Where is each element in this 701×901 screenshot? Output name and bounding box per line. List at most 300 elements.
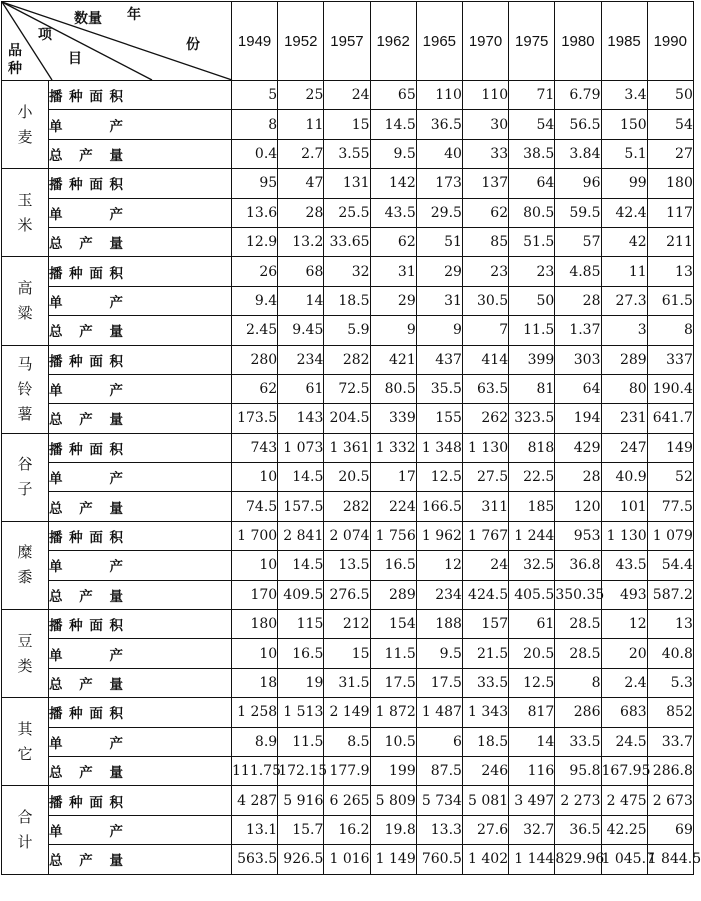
value-cell: 1.37: [555, 316, 601, 345]
year-header: 1962: [370, 2, 416, 81]
value-cell: 42.25: [601, 815, 647, 844]
value-cell: 27.6: [462, 815, 508, 844]
value-cell: 414: [462, 345, 508, 374]
value-cell: 11.5: [509, 316, 555, 345]
value-cell: 59.5: [555, 198, 601, 227]
item-label-cell: [49, 404, 232, 433]
table-row: [2, 727, 694, 756]
value-cell: 7: [462, 316, 508, 345]
value-cell: 1 130: [601, 521, 647, 550]
value-cell: 234: [416, 580, 462, 609]
value-cell: 111.75: [232, 756, 278, 785]
item-label-cell: [49, 521, 232, 550]
crop-name-char: 它: [17, 744, 33, 763]
value-cell: 65: [370, 81, 416, 110]
value-cell: 20.5: [324, 463, 370, 492]
item-label-cell: [49, 551, 232, 580]
value-cell: 5 916: [278, 786, 324, 815]
value-cell: 28: [555, 286, 601, 315]
value-cell: 5.1: [601, 139, 647, 168]
value-cell: 1 343: [462, 698, 508, 727]
value-cell: 33.65: [324, 227, 370, 256]
value-cell: 32.5: [509, 551, 555, 580]
value-cell: 23: [509, 257, 555, 286]
header-label-mu: 目: [68, 51, 82, 67]
value-cell: 337: [647, 345, 693, 374]
value-cell: 85: [462, 227, 508, 256]
value-cell: 3.4: [601, 81, 647, 110]
value-cell: 36.5: [416, 110, 462, 139]
value-cell: 212: [324, 610, 370, 639]
value-cell: 51.5: [509, 227, 555, 256]
value-cell: 1 130: [462, 433, 508, 462]
table-row: [2, 169, 694, 198]
table-row: [2, 815, 694, 844]
value-cell: 311: [462, 492, 508, 521]
value-cell: 33: [462, 139, 508, 168]
crop-name-char: 铃: [17, 379, 33, 398]
value-cell: 64: [555, 374, 601, 403]
value-cell: 17: [370, 463, 416, 492]
value-cell: 173: [416, 169, 462, 198]
value-cell: 1 079: [647, 521, 693, 550]
value-cell: 1 756: [370, 521, 416, 550]
value-cell: 1 045.7: [601, 845, 647, 874]
value-cell: 350.35: [555, 580, 601, 609]
value-cell: 80: [601, 374, 647, 403]
value-cell: 282: [324, 345, 370, 374]
value-cell: 247: [601, 433, 647, 462]
value-cell: 19: [278, 668, 324, 697]
value-cell: 13.1: [232, 815, 278, 844]
value-cell: 50: [509, 286, 555, 315]
item-label: 播种面积: [49, 177, 123, 194]
value-cell: 42: [601, 227, 647, 256]
crop-name-cell: [2, 521, 49, 609]
value-cell: 14: [509, 727, 555, 756]
crop-name-char: 类: [17, 656, 33, 675]
value-cell: 155: [416, 404, 462, 433]
value-cell: 5: [232, 81, 278, 110]
item-label: 单 产: [49, 559, 123, 576]
value-cell: 51: [416, 227, 462, 256]
value-cell: 280: [232, 345, 278, 374]
crop-name-char: 豆: [17, 631, 33, 650]
value-cell: 1 016: [324, 845, 370, 874]
value-cell: 28: [555, 463, 601, 492]
item-label: 单 产: [49, 471, 123, 488]
value-cell: 32: [324, 257, 370, 286]
item-label: 单 产: [49, 206, 123, 223]
value-cell: 21.5: [462, 639, 508, 668]
value-cell: 8: [555, 668, 601, 697]
value-cell: 63.5: [462, 374, 508, 403]
value-cell: 15: [324, 110, 370, 139]
item-label-cell: [49, 845, 232, 874]
value-cell: 2 673: [647, 786, 693, 815]
value-cell: 760.5: [416, 845, 462, 874]
value-cell: 12.9: [232, 227, 278, 256]
value-cell: 61: [509, 610, 555, 639]
item-label-cell: [49, 610, 232, 639]
value-cell: 211: [647, 227, 693, 256]
item-label-cell: [49, 433, 232, 462]
value-cell: 231: [601, 404, 647, 433]
value-cell: 18.5: [462, 727, 508, 756]
year-header: 1990: [647, 2, 693, 81]
value-cell: 5 809: [370, 786, 416, 815]
value-cell: 56.5: [555, 110, 601, 139]
item-label-cell: [49, 257, 232, 286]
value-cell: 69: [647, 815, 693, 844]
header-label-nian: 年: [127, 7, 141, 23]
value-cell: 19.8: [370, 815, 416, 844]
value-cell: 26: [232, 257, 278, 286]
value-cell: 926.5: [278, 845, 324, 874]
item-label-cell: [49, 198, 232, 227]
item-label-cell: [49, 139, 232, 168]
value-cell: 15.7: [278, 815, 324, 844]
value-cell: 99: [601, 169, 647, 198]
value-cell: 13.6: [232, 198, 278, 227]
value-cell: 199: [370, 756, 416, 785]
year-header: 1980: [555, 2, 601, 81]
crop-name-char: 粱: [17, 303, 33, 322]
value-cell: 40.8: [647, 639, 693, 668]
value-cell: 9.5: [370, 139, 416, 168]
value-cell: 194: [555, 404, 601, 433]
table-row: [2, 845, 694, 874]
value-cell: 172.15: [278, 756, 324, 785]
year-header: 1975: [509, 2, 555, 81]
value-cell: 27.5: [462, 463, 508, 492]
value-cell: 61.5: [647, 286, 693, 315]
table-row: [2, 139, 694, 168]
item-label: 总产量: [49, 677, 123, 693]
value-cell: 10.5: [370, 727, 416, 756]
item-label-cell: [49, 374, 232, 403]
value-cell: 286: [555, 698, 601, 727]
table-row: [2, 580, 694, 609]
value-cell: 177.9: [324, 756, 370, 785]
value-cell: 13: [647, 610, 693, 639]
crop-name-cell: [2, 698, 49, 786]
value-cell: 188: [416, 610, 462, 639]
value-cell: 81: [509, 374, 555, 403]
value-cell: 9.45: [278, 316, 324, 345]
value-cell: 38.5: [509, 139, 555, 168]
value-cell: 40.9: [601, 463, 647, 492]
value-cell: 64: [509, 169, 555, 198]
value-cell: 18: [232, 668, 278, 697]
value-cell: 3.84: [555, 139, 601, 168]
item-label: 总产量: [49, 500, 123, 517]
item-label: 单 产: [49, 118, 123, 135]
value-cell: 262: [462, 404, 508, 433]
value-cell: 143: [278, 404, 324, 433]
value-cell: 224: [370, 492, 416, 521]
value-cell: 8: [232, 110, 278, 139]
crop-name-char: 子: [17, 480, 33, 499]
value-cell: 5.3: [647, 668, 693, 697]
value-cell: 54: [509, 110, 555, 139]
value-cell: 818: [509, 433, 555, 462]
header-label-fen: 份: [186, 37, 200, 53]
value-cell: 13.5: [324, 551, 370, 580]
value-cell: 36.8: [555, 551, 601, 580]
value-cell: 13.2: [278, 227, 324, 256]
value-cell: 4 287: [232, 786, 278, 815]
value-cell: 204.5: [324, 404, 370, 433]
value-cell: 131: [324, 169, 370, 198]
value-cell: 43.5: [601, 551, 647, 580]
value-cell: 115: [278, 610, 324, 639]
value-cell: 246: [462, 756, 508, 785]
table-row: [2, 81, 694, 110]
value-cell: 154: [370, 610, 416, 639]
value-cell: 17.5: [370, 668, 416, 697]
value-cell: 166.5: [416, 492, 462, 521]
item-label-cell: [49, 815, 232, 844]
value-cell: 180: [232, 610, 278, 639]
value-cell: 6.79: [555, 81, 601, 110]
table-row: [2, 404, 694, 433]
item-label-cell: [49, 345, 232, 374]
value-cell: 54.4: [647, 551, 693, 580]
item-label-cell: [49, 580, 232, 609]
value-cell: 8.5: [324, 727, 370, 756]
value-cell: 1 872: [370, 698, 416, 727]
value-cell: 62: [370, 227, 416, 256]
table-row: [2, 521, 694, 550]
value-cell: 1 258: [232, 698, 278, 727]
header-row: [2, 2, 694, 81]
value-cell: 116: [509, 756, 555, 785]
value-cell: 77.5: [647, 492, 693, 521]
item-label-cell: [49, 756, 232, 785]
value-cell: 16.2: [324, 815, 370, 844]
value-cell: 234: [278, 345, 324, 374]
value-cell: 157: [462, 610, 508, 639]
item-label: 播种面积: [49, 441, 123, 458]
value-cell: 2.7: [278, 139, 324, 168]
value-cell: 9: [416, 316, 462, 345]
item-label-cell: [49, 786, 232, 815]
value-cell: 303: [555, 345, 601, 374]
value-cell: 437: [416, 345, 462, 374]
item-label: 总产量: [49, 853, 123, 870]
table-row: [2, 698, 694, 727]
table-row: [2, 286, 694, 315]
value-cell: 50: [647, 81, 693, 110]
item-label: 单 产: [49, 823, 123, 840]
value-cell: 13: [647, 257, 693, 286]
item-label: 单 产: [49, 647, 123, 664]
crop-name-char: 马: [17, 354, 33, 373]
value-cell: 4.85: [555, 257, 601, 286]
item-label: 播种面积: [49, 618, 123, 635]
value-cell: 2 149: [324, 698, 370, 727]
value-cell: 12: [601, 610, 647, 639]
value-cell: 173.5: [232, 404, 278, 433]
value-cell: 95: [232, 169, 278, 198]
value-cell: 62: [462, 198, 508, 227]
item-label: 总产量: [49, 324, 123, 341]
item-label: 播种面积: [49, 530, 123, 547]
value-cell: 16.5: [278, 639, 324, 668]
table-row: [2, 463, 694, 492]
table-row: [2, 198, 694, 227]
value-cell: 68: [278, 257, 324, 286]
table-row: [2, 110, 694, 139]
crop-name-char: 小: [17, 102, 33, 121]
crop-name-cell: [2, 433, 49, 521]
table-row: [2, 756, 694, 785]
value-cell: 25: [278, 81, 324, 110]
crop-name-cell: [2, 257, 49, 345]
value-cell: 80.5: [509, 198, 555, 227]
value-cell: 29: [370, 286, 416, 315]
value-cell: 5 734: [416, 786, 462, 815]
value-cell: 62: [232, 374, 278, 403]
value-cell: 641.7: [647, 404, 693, 433]
year-header: 1970: [462, 2, 508, 81]
value-cell: 25.5: [324, 198, 370, 227]
item-label-cell: [49, 698, 232, 727]
value-cell: 150: [601, 110, 647, 139]
item-label: 单 产: [49, 735, 123, 752]
value-cell: 30: [462, 110, 508, 139]
value-cell: 28: [278, 198, 324, 227]
value-cell: 1 332: [370, 433, 416, 462]
item-label-cell: [49, 463, 232, 492]
value-cell: 20.5: [509, 639, 555, 668]
page: [1, 1, 701, 899]
value-cell: 120: [555, 492, 601, 521]
value-cell: 3 497: [509, 786, 555, 815]
value-cell: 3: [601, 316, 647, 345]
year-header: 1949: [232, 2, 278, 81]
value-cell: 52: [647, 463, 693, 492]
value-cell: 2 074: [324, 521, 370, 550]
value-cell: 74.5: [232, 492, 278, 521]
value-cell: 429: [555, 433, 601, 462]
value-cell: 1 149: [370, 845, 416, 874]
value-cell: 170: [232, 580, 278, 609]
value-cell: 683: [601, 698, 647, 727]
value-cell: 12.5: [509, 668, 555, 697]
crop-name-char: 谷: [17, 455, 33, 474]
value-cell: 96: [555, 169, 601, 198]
value-cell: 31: [416, 286, 462, 315]
item-label: 播种面积: [49, 265, 123, 282]
value-cell: 2 475: [601, 786, 647, 815]
header-label-pin: 品: [8, 43, 22, 59]
value-cell: 180: [647, 169, 693, 198]
value-cell: 29.5: [416, 198, 462, 227]
value-cell: 2 841: [278, 521, 324, 550]
value-cell: 12: [416, 551, 462, 580]
year-header: 1985: [601, 2, 647, 81]
value-cell: 493: [601, 580, 647, 609]
header-label-xiang: 项: [38, 27, 52, 43]
value-cell: 23: [462, 257, 508, 286]
year-header: 1957: [324, 2, 370, 81]
value-cell: 17.5: [416, 668, 462, 697]
value-cell: 11.5: [278, 727, 324, 756]
table-row: [2, 227, 694, 256]
item-label-cell: [49, 81, 232, 110]
value-cell: 405.5: [509, 580, 555, 609]
item-label: 总产量: [49, 236, 123, 253]
value-cell: 27.3: [601, 286, 647, 315]
value-cell: 323.5: [509, 404, 555, 433]
value-cell: 110: [462, 81, 508, 110]
value-cell: 32.7: [509, 815, 555, 844]
value-cell: 61: [278, 374, 324, 403]
value-cell: 2.45: [232, 316, 278, 345]
value-cell: 9: [370, 316, 416, 345]
item-label: 播种面积: [49, 794, 123, 811]
crop-name-char: 计: [17, 832, 33, 851]
value-cell: 953: [555, 521, 601, 550]
value-cell: 9.5: [416, 639, 462, 668]
value-cell: 289: [370, 580, 416, 609]
crop-name-cell: [2, 81, 49, 169]
crop-name-char: 合: [17, 807, 33, 826]
value-cell: 1 361: [324, 433, 370, 462]
value-cell: 743: [232, 433, 278, 462]
item-label: 总产量: [49, 147, 123, 164]
value-cell: 24.5: [601, 727, 647, 756]
value-cell: 30.5: [462, 286, 508, 315]
value-cell: 15: [324, 639, 370, 668]
value-cell: 24: [462, 551, 508, 580]
item-label: 总产量: [49, 765, 123, 782]
year-header: 1965: [416, 2, 462, 81]
crop-name-char: 其: [17, 719, 33, 738]
value-cell: 1 244: [509, 521, 555, 550]
value-cell: 8.9: [232, 727, 278, 756]
value-cell: 185: [509, 492, 555, 521]
value-cell: 13.3: [416, 815, 462, 844]
diagonal-corner-header: [2, 2, 232, 81]
crop-name-cell: [2, 169, 49, 257]
crop-name-char: 麦: [17, 127, 33, 146]
value-cell: 11.5: [370, 639, 416, 668]
value-cell: 5.9: [324, 316, 370, 345]
value-cell: 110: [416, 81, 462, 110]
value-cell: 6 265: [324, 786, 370, 815]
value-cell: 157.5: [278, 492, 324, 521]
value-cell: 563.5: [232, 845, 278, 874]
table-row: [2, 257, 694, 286]
value-cell: 1 348: [416, 433, 462, 462]
value-cell: 1 487: [416, 698, 462, 727]
table-row: [2, 374, 694, 403]
item-label-cell: [49, 110, 232, 139]
item-label-cell: [49, 639, 232, 668]
value-cell: 11: [601, 257, 647, 286]
value-cell: 18.5: [324, 286, 370, 315]
value-cell: 1 767: [462, 521, 508, 550]
value-cell: 33.5: [462, 668, 508, 697]
value-cell: 5 081: [462, 786, 508, 815]
value-cell: 14.5: [370, 110, 416, 139]
value-cell: 14: [278, 286, 324, 315]
value-cell: 33.5: [555, 727, 601, 756]
value-cell: 8: [647, 316, 693, 345]
